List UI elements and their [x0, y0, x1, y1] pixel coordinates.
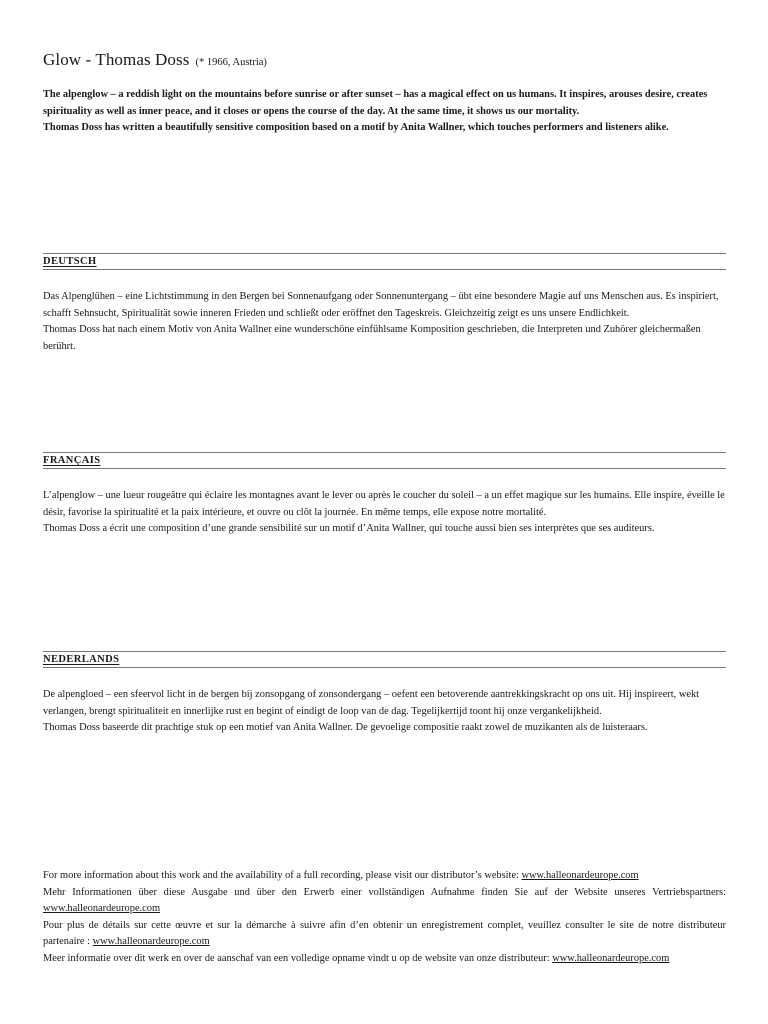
section-paragraph-2: Thomas Doss a écrit une composition d’une grande sensibilité sur un motif d’Anita Wallner, qui touche aussi bien ses interprètes que ses auditeurs.	[43, 523, 655, 535]
title-row	[43, 50, 726, 70]
section-paragraph-1: Das Alpenglühen – eine Lichtstimmung in den Bergen bei Sonnenaufgang oder Sonnenuntergang – übt eine besondere Magie auf uns Menschen aus. Es inspiriert, schafft Sehnsucht, Spiritualität sowie inneren Frieden und schließt oder eröffnet den Tageskreis. Gleichzeitig zeigt es uns unsere Endlichkeit.	[43, 291, 719, 319]
intro-paragraph-1: The alpenglow – a reddish light on the mountains before sunrise or after sunset – has a magical effect on us humans. It inspires, arouses desire, creates spirituality as well as inner peace, and it closes or opens the course of the day. At the same time, it shows us our mortality.	[43, 89, 708, 117]
footer-english	[43, 868, 726, 885]
section-heading-text: FRANÇAIS	[43, 455, 101, 466]
section-paragraph-1: L’alpenglow – une lueur rougeâtre qui éclaire les montagnes avant le lever ou après le coucher du soleil – a un effet magique sur les humains. Elle inspire, éveille le désir, favorise la spiritualité et la paix intérieure, et ouvre ou clôt la journée. En même temps, elle expose notre mortalité.	[43, 490, 725, 518]
section-heading-text: NEDERLANDS	[43, 654, 120, 665]
footer-german-text: Mehr Informationen über diese Ausgabe und über den Erwerb einer vollständigen Aufnahme finden Sie auf der Website unseres Vertriebspartners:	[43, 886, 726, 898]
footer-dutch-text: Meer informatie over dit werk en over de aanschaf van een volledige opname vindt u op de website van onze distributeur:	[43, 952, 553, 964]
intro-paragraph-2: Thomas Doss has written a beautifully sensitive composition based on a motif by Anita Wallner, which touches performers and listeners alike.	[43, 122, 669, 134]
footer-english-text: For more information about this work and the availability of a full recording, please visit our distributor’s website:	[43, 870, 522, 881]
footer-french-text: Pour plus de détails sur cette œuvre et sur la démarche à suivre afin d’en obtenir un enregistrement complet, veuillez consulter le site de notre distributeur partenaire :	[43, 919, 726, 948]
section-nederlands	[43, 651, 726, 737]
section-heading	[43, 452, 726, 469]
section-heading	[43, 253, 726, 270]
section-heading-text: DEUTSCH	[43, 256, 97, 267]
footer-dutch	[43, 951, 726, 968]
section-deutsch	[43, 253, 726, 355]
section-body	[43, 289, 726, 355]
document-header	[43, 50, 726, 137]
english-intro	[43, 87, 726, 137]
distributor-link[interactable]: www.halleonardeurope.com	[521, 870, 639, 881]
section-paragraph-2: Thomas Doss hat nach einem Motiv von Anita Wallner eine wunderschöne einfühlsame Komposition geschrieben, die Interpreten und Zuhörer gleichermaßen berührt.	[43, 324, 701, 352]
distributor-footer	[43, 868, 726, 968]
section-francais	[43, 452, 726, 538]
section-body	[43, 687, 726, 737]
distributor-link[interactable]: www.halleonardeurope.com	[43, 903, 161, 915]
section-paragraph-2: Thomas Doss baseerde dit prachtige stuk op een motief van Anita Wallner. De gevoelige compositie raakt zowel de muzikanten als de luisteraars.	[43, 722, 648, 734]
footer-french	[43, 918, 726, 951]
distributor-link[interactable]: www.halleonardeurope.com	[552, 952, 670, 964]
footer-german	[43, 885, 726, 918]
section-paragraph-1: De alpengloed – een sfeervol licht in de bergen bij zonsopgang of zonsondergang – oefent een betoverende aantrekkingskracht op ons uit. Hij inspireert, wekt verlangen, brengt spiritualiteit en innerlijke rust en begint of eindigt de loop van de dag. Tegelijkertijd toont hij onze vergankelijkheid.	[43, 689, 700, 717]
distributor-link[interactable]: www.halleonardeurope.com	[92, 936, 210, 948]
composer-meta: (* 1966, Austria)	[195, 57, 267, 68]
section-heading	[43, 651, 726, 668]
section-body	[43, 488, 726, 538]
page-title: Glow - Thomas Doss	[43, 50, 190, 69]
